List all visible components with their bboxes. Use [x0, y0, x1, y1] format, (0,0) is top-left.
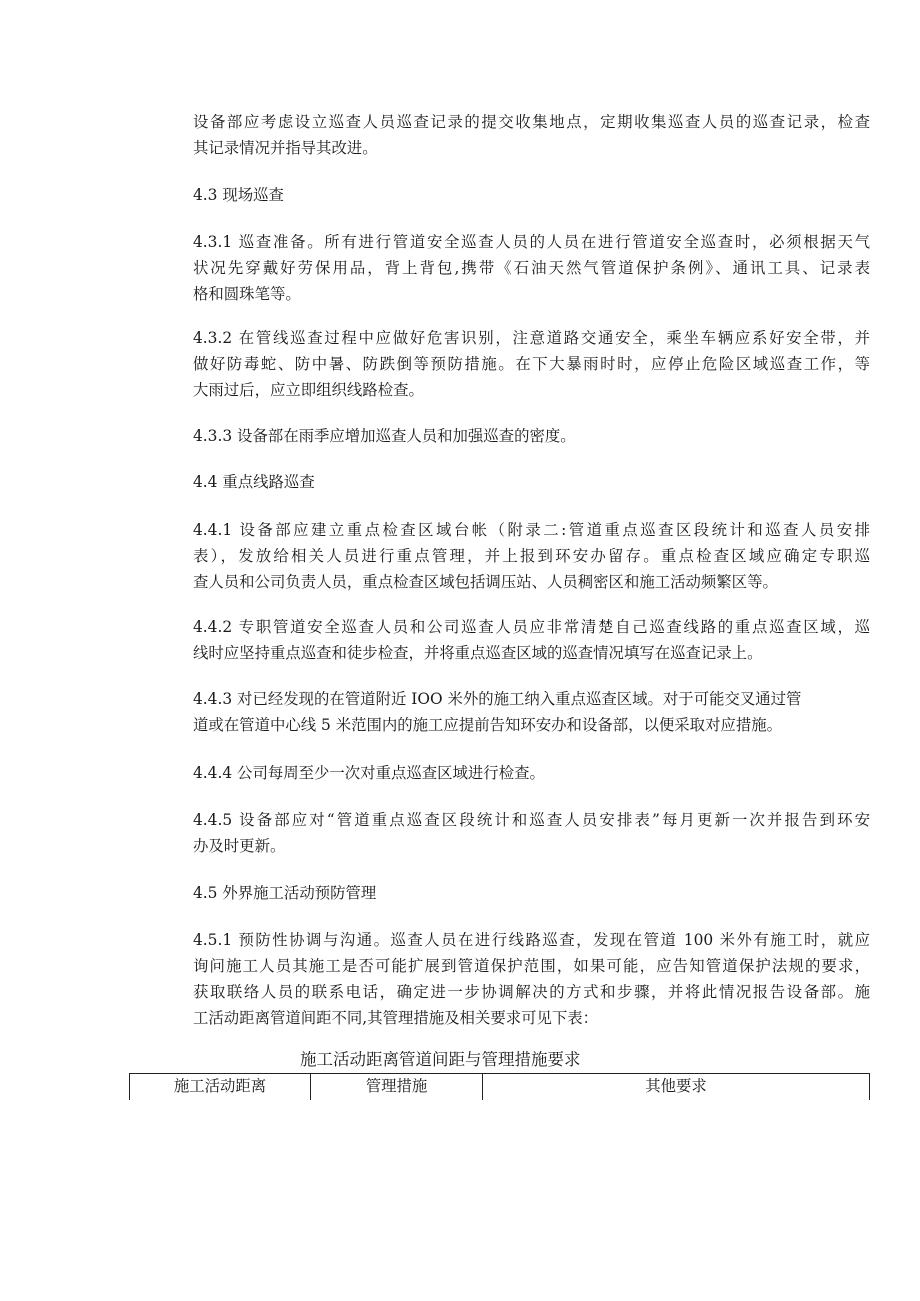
heading-text: 4.5 外界施工活动预防管理	[193, 884, 377, 902]
paragraph-4-4-4	[193, 760, 870, 786]
section-heading-4-5	[193, 880, 870, 906]
text-line: 线时应坚持重点巡查和徒步检查，并将重点巡查区域的巡查情况填写在巡查记录上。	[193, 644, 763, 662]
text-line: 工活动距离管道间距不同,其管理措施及相关要求可见下表：	[193, 1009, 599, 1027]
text-line: 大雨过后，应立即组织线路检查。	[193, 381, 424, 399]
paragraph-4-4-1	[193, 517, 870, 595]
table-header-row	[130, 1074, 870, 1097]
text-line: 做好防毒蛇、防中暑、防跌倒等预防措施。在下大暴雨时时，应停止危险区域巡查工作，等	[193, 355, 870, 373]
section-heading-4-3	[193, 182, 870, 208]
paragraph-4-3-1	[193, 229, 870, 307]
text-line: 4.3.3 设备部在雨季应增加巡查人员和加强巡查的密度。	[193, 427, 576, 445]
text-line: 表），发放给相关人员进行重点管理，并上报到环安办留存。重点检查区域应确定专职巡	[193, 547, 870, 565]
column-header-measures: 管理措施	[311, 1074, 483, 1097]
text-line: 4.4.1 设备部应建立重点检查区域台帐（附录二:管道重点巡查区段统计和巡查人员安排	[193, 521, 870, 539]
text-line: 办及时更新。	[193, 837, 286, 855]
text-line: 4.3.1 巡查准备。所有进行管道安全巡查人员的人员在进行管道安全巡查时，必须根据天气	[193, 233, 870, 251]
heading-text: 4.3 现场巡查	[193, 186, 284, 204]
text-line: 询问施工人员其施工是否可能扩展到管道保护范围，如果可能，应告知管道保护法规的要求，	[193, 957, 870, 975]
table-row	[130, 1096, 870, 1100]
paragraph-4-3-2	[193, 325, 870, 403]
text-line: 4.5.1 预防性协调与沟通。巡查人员在进行线路巡查，发现在管道 100 米外有施工时，就应	[193, 931, 870, 949]
text-line: 4.4.5 设备部应对“管道重点巡查区段统计和巡查人员安排表”每月更新一次并报告到环安	[193, 811, 870, 829]
text-line: 其记录情况并指导其改进。	[193, 139, 378, 157]
text-line: 4.4.2 专职管道安全巡查人员和公司巡查人员应非常清楚自己巡查线路的重点巡查区域，巡	[193, 618, 870, 636]
paragraph-4-5-1	[193, 927, 870, 1031]
text-line: 获取联络人员的联系电话，确定进一步协调解决的方式和步骤，并将此情况报告设备部。施	[193, 983, 870, 1001]
paragraph-record-collection	[193, 109, 870, 161]
distance-measures-table	[129, 1073, 870, 1100]
text-line: 4.4.4 公司每周至少一次对重点巡查区域进行检查。	[193, 764, 545, 782]
paragraph-4-4-5	[193, 807, 870, 859]
paragraph-4-4-2	[193, 614, 870, 666]
heading-text: 4.4 重点线路巡查	[193, 473, 315, 491]
column-header-distance: 施工活动距离	[130, 1074, 311, 1097]
section-heading-4-4	[193, 469, 870, 495]
text-line: 格和圆珠笔等。	[193, 285, 301, 303]
paragraph-4-3-3	[193, 423, 870, 449]
table-cell	[130, 1096, 311, 1100]
text-line: 查人员和公司负责人员，重点检查区域包括调压站、人员稠密区和施工活动频繁区等。	[193, 573, 778, 591]
table-cell	[483, 1096, 870, 1100]
text-line: 设备部应考虑设立巡查人员巡查记录的提交收集地点，定期收集巡查人员的巡查记录，检查	[193, 113, 870, 131]
text-line: 4.3.2 在管线巡查过程中应做好危害识别，注意道路交通安全，乘坐车辆应系好安全带，并	[193, 329, 870, 347]
text-line: 状况先穿戴好劳保用品，背上背包,携带《石油天然气管道保护条例》、通讯工具、记录表	[193, 259, 870, 277]
text-line: 4.4.3 对已经发现的在管道附近 IOO 米外的施工纳入重点巡查区域。对于可能交叉通过管	[193, 690, 802, 708]
paragraph-4-4-3	[193, 686, 870, 738]
table-cell	[311, 1096, 483, 1100]
text-line: 道或在管道中心线 5 米范围内的施工应提前告知环安办和设备部，以便采取对应措施。	[193, 716, 783, 734]
table-title: 施工活动距离管道间距与管理措施要求	[300, 1050, 581, 1069]
column-header-other-requirements: 其他要求	[483, 1074, 870, 1097]
